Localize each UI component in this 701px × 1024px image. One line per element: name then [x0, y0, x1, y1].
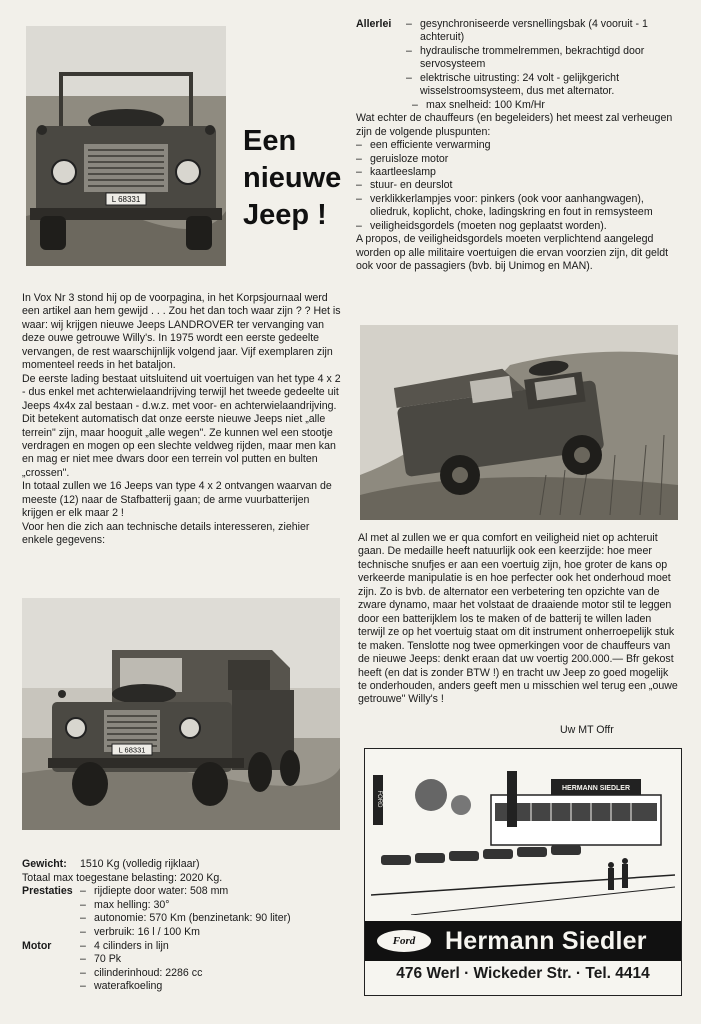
wish-item: veiligheidsgordels (moeten nog geplaatst worden). — [370, 219, 607, 232]
title-line-2: nieuwe — [243, 162, 342, 194]
perf-item: autonomie: 570 Km (benzinetank: 90 liter) — [94, 912, 291, 925]
pylon-sign: FORD — [376, 790, 382, 808]
article-title — [243, 123, 353, 234]
side-plate: L 68331 — [118, 745, 146, 755]
perf-item: verbruik: 16 l / 100 Km — [94, 925, 200, 938]
motor-item: 70 Pk — [94, 953, 122, 966]
company-name: Hermann Siedler — [445, 926, 647, 955]
wish-item: stuur- en deurslot — [370, 179, 453, 192]
motor-item: cilinderinhoud: 2286 cc — [94, 966, 203, 979]
dealership-illustration — [371, 755, 675, 915]
equipment-label: Allerlei — [356, 18, 392, 30]
intro-text — [22, 292, 342, 548]
perf-item: rijdiepte door water: 508 mm — [94, 885, 229, 898]
building-sign: HERMANN SIEDLER — [561, 785, 631, 792]
intro-paragraph-4: In totaal zullen we 16 Jeeps van type 4 x 2 ontvangen waarvan de meeste (12) naar de Stafbatterij gaan; de arme vuurbatterijen krijgen er elk maar 2 ! — [22, 480, 332, 520]
title-line-3: Jeep ! — [243, 199, 327, 231]
equipment-item: hydraulische trommelremmen, bekrachtigd door servosysteem — [420, 44, 645, 71]
performance-label: Prestaties — [22, 885, 73, 898]
max-speed: max snelheid: 100 Km/Hr — [426, 98, 545, 111]
conclusion-text: Al met al zullen we er qua comfort en veiligheid niet op achteruit gaan. De medaille heeft natuurlijk ook een keerzijde: hoe meer technische snufjes er aan een voertuig zijn, hoe groter de kans op verkeerde manipulatie is en hoe perfecter ook het onderhoud moet zijn. Zo is bvb. de alternator een verbetering ten opzichte van de zware dynamo, maar het volstaat de draaiende motor stil te leggen door een batterijklem los te maken of de batterij te willen laden terwijl ze op het voertuig staat om dit instrument onherroepelijk stuk te maken. Tenslotte nog twee opmerkingen voor de chauffeurs van de nieuwe Jeeps: denkt eraan dat uw voertig 200.000.— Bfr gekost heeft (en dat is zonder BTW !) en tracht uw Jeep zo goed mogelijk te onderhouden, anders geeft men u misschien wel terug een „ouwe getrouwe" Willy's ! — [358, 532, 678, 706]
ford-logo-icon: Ford — [377, 930, 431, 952]
wishes-intro: Wat echter de chauffeurs (en begeleiders) het meest zal verheugen zijn de volgende pluspunten: — [356, 112, 673, 138]
wish-item: verklikkerlampjes voor: pinkers (ook voor aanhangwagen), oliedruk, koplicht, choke, ladingskring en fout in remsysteem — [370, 192, 653, 219]
intro-paragraph-5: Voor hen die zich aan technische details interesseren, ziehier enkele gegevens: — [22, 520, 310, 547]
weight-value: 1510 Kg (volledig rijklaar) — [80, 858, 200, 870]
belts-note: A propos, de veiligheidsgordels moeten verplichtend aangelegd worden op alle militaire voertuigen die ervan voorzien zijn, dit geldt ook voor de passagiers (bvb. bij Unimog en MAN). — [356, 233, 669, 273]
title-line-1: Een — [243, 125, 297, 157]
weight-label: Gewicht: — [22, 858, 67, 870]
jeep-slope-photo — [360, 325, 678, 520]
intro-paragraph-1: In Vox Nr 3 stond hij op de voorpagina, in het Korpsjournaal werd een artikel aan hem gewijd . . . Zou het dan toch waar zijn ? ? Het is waar: wij krijgen nieuwe Jeeps LANDROVER ter vervanging van deze ouwe getrouwe Willy's. In 1975 wordt een eerste gedeelte vervangen, de rest waarschijnlijk volgend jaar. Vijf exemplaren zijn momenteel reeds in het bataljon. — [22, 292, 341, 372]
signature: Uw MT Offr — [560, 724, 614, 736]
company-address: 476 Werl · Wickeder Str. · Tel. 4414 — [396, 965, 650, 982]
wish-item: kaartleeslamp — [370, 165, 436, 178]
intro-paragraph-3: Dit betekent automatisch dat onze eerste nieuwe Jeeps niet „alle terrein" zijn, maar hooguit „alle wegen". Ze kunnen wel een stootje verdragen en mogen op een slechte veldweg rijden, maar men kan en mag er niet mee dwars door een terrein vol putten en bulten „crossen". — [22, 413, 336, 479]
motor-item: waterafkoeling — [94, 980, 163, 993]
jeep-front-photo — [26, 26, 226, 266]
total-load: Totaal max toegestane belasting: 2020 Kg. — [22, 871, 223, 884]
motor-label: Motor — [22, 939, 52, 952]
wish-item: geruisloze motor — [370, 152, 449, 165]
jeep-side-photo — [22, 598, 340, 830]
ad-brand-band — [365, 921, 681, 961]
dealer-advertisement — [364, 748, 682, 996]
equipment-item: elektrische uitrusting: 24 volt - gelijkgericht wisselstroomsysteem, dus met alternator. — [420, 71, 620, 98]
front-plate: L 68331 — [111, 195, 141, 204]
motor-item: 4 cilinders in lijn — [94, 939, 169, 952]
equipment-section: Allerlei – gesynchroniseerde versnellingsbak (4 vooruit - 1 achteruit) – hydraulische trommelremmen, bekrachtigd door servosysteem – elektrische uitrusting: 24 volt - gelijkgericht wisselstroomsysteem, dus met alternator. – max snelheid: 100 Km/Hr Wat echter de chauffeurs (en begeleiders) het meest zal verheugen zijn de volgende pluspunten: – een efficiente verwarming – geruisloze motor – kaartleeslamp – stuur- en deurslot – verklikkerlampjes voor: pinkers (ook voor aanhangwagen), oliedruk, koplicht, choke, ladingskring en fout in remsysteem – veiligheidsgordels (moeten nog geplaatst worden). A propos, de veiligheidsgordels moeten verplichtend aangelegd worden op alle militaire voertuigen die ervan voorzien zijn, dit geldt ook voor de passagiers (bvb. bij Unimog en MAN). — [356, 18, 682, 274]
perf-item: max helling: 30° — [94, 898, 170, 911]
technical-specs: Gewicht: 1510 Kg (volledig rijklaar) Totaal max toegestane belasting: 2020 Kg. Prestaties – rijdiepte door water: 508 mm – max helling: 30° – autonomie: 570 Km (benzinetank: 90 liter) – verbruik: 16 l / 100 Km Motor – 4 cilinders in lijn – 70 Pk – cilinderinhoud: 2286 cc – waterafkoeling — [22, 858, 342, 994]
equipment-item: gesynchroniseerde versnellingsbak (4 vooruit - 1 achteruit) — [420, 18, 648, 44]
wish-item: een efficiente verwarming — [370, 139, 491, 152]
intro-paragraph-2: De eerste lading bestaat uitsluitend uit voertuigen van het type 4 x 2 - dus enkel met achterwielaandrijving terwijl het tweede gedeelte uit Jeeps 4x4x zal bestaan - d.w.z. met voor- en achterwielaandrijving. — [22, 372, 341, 412]
